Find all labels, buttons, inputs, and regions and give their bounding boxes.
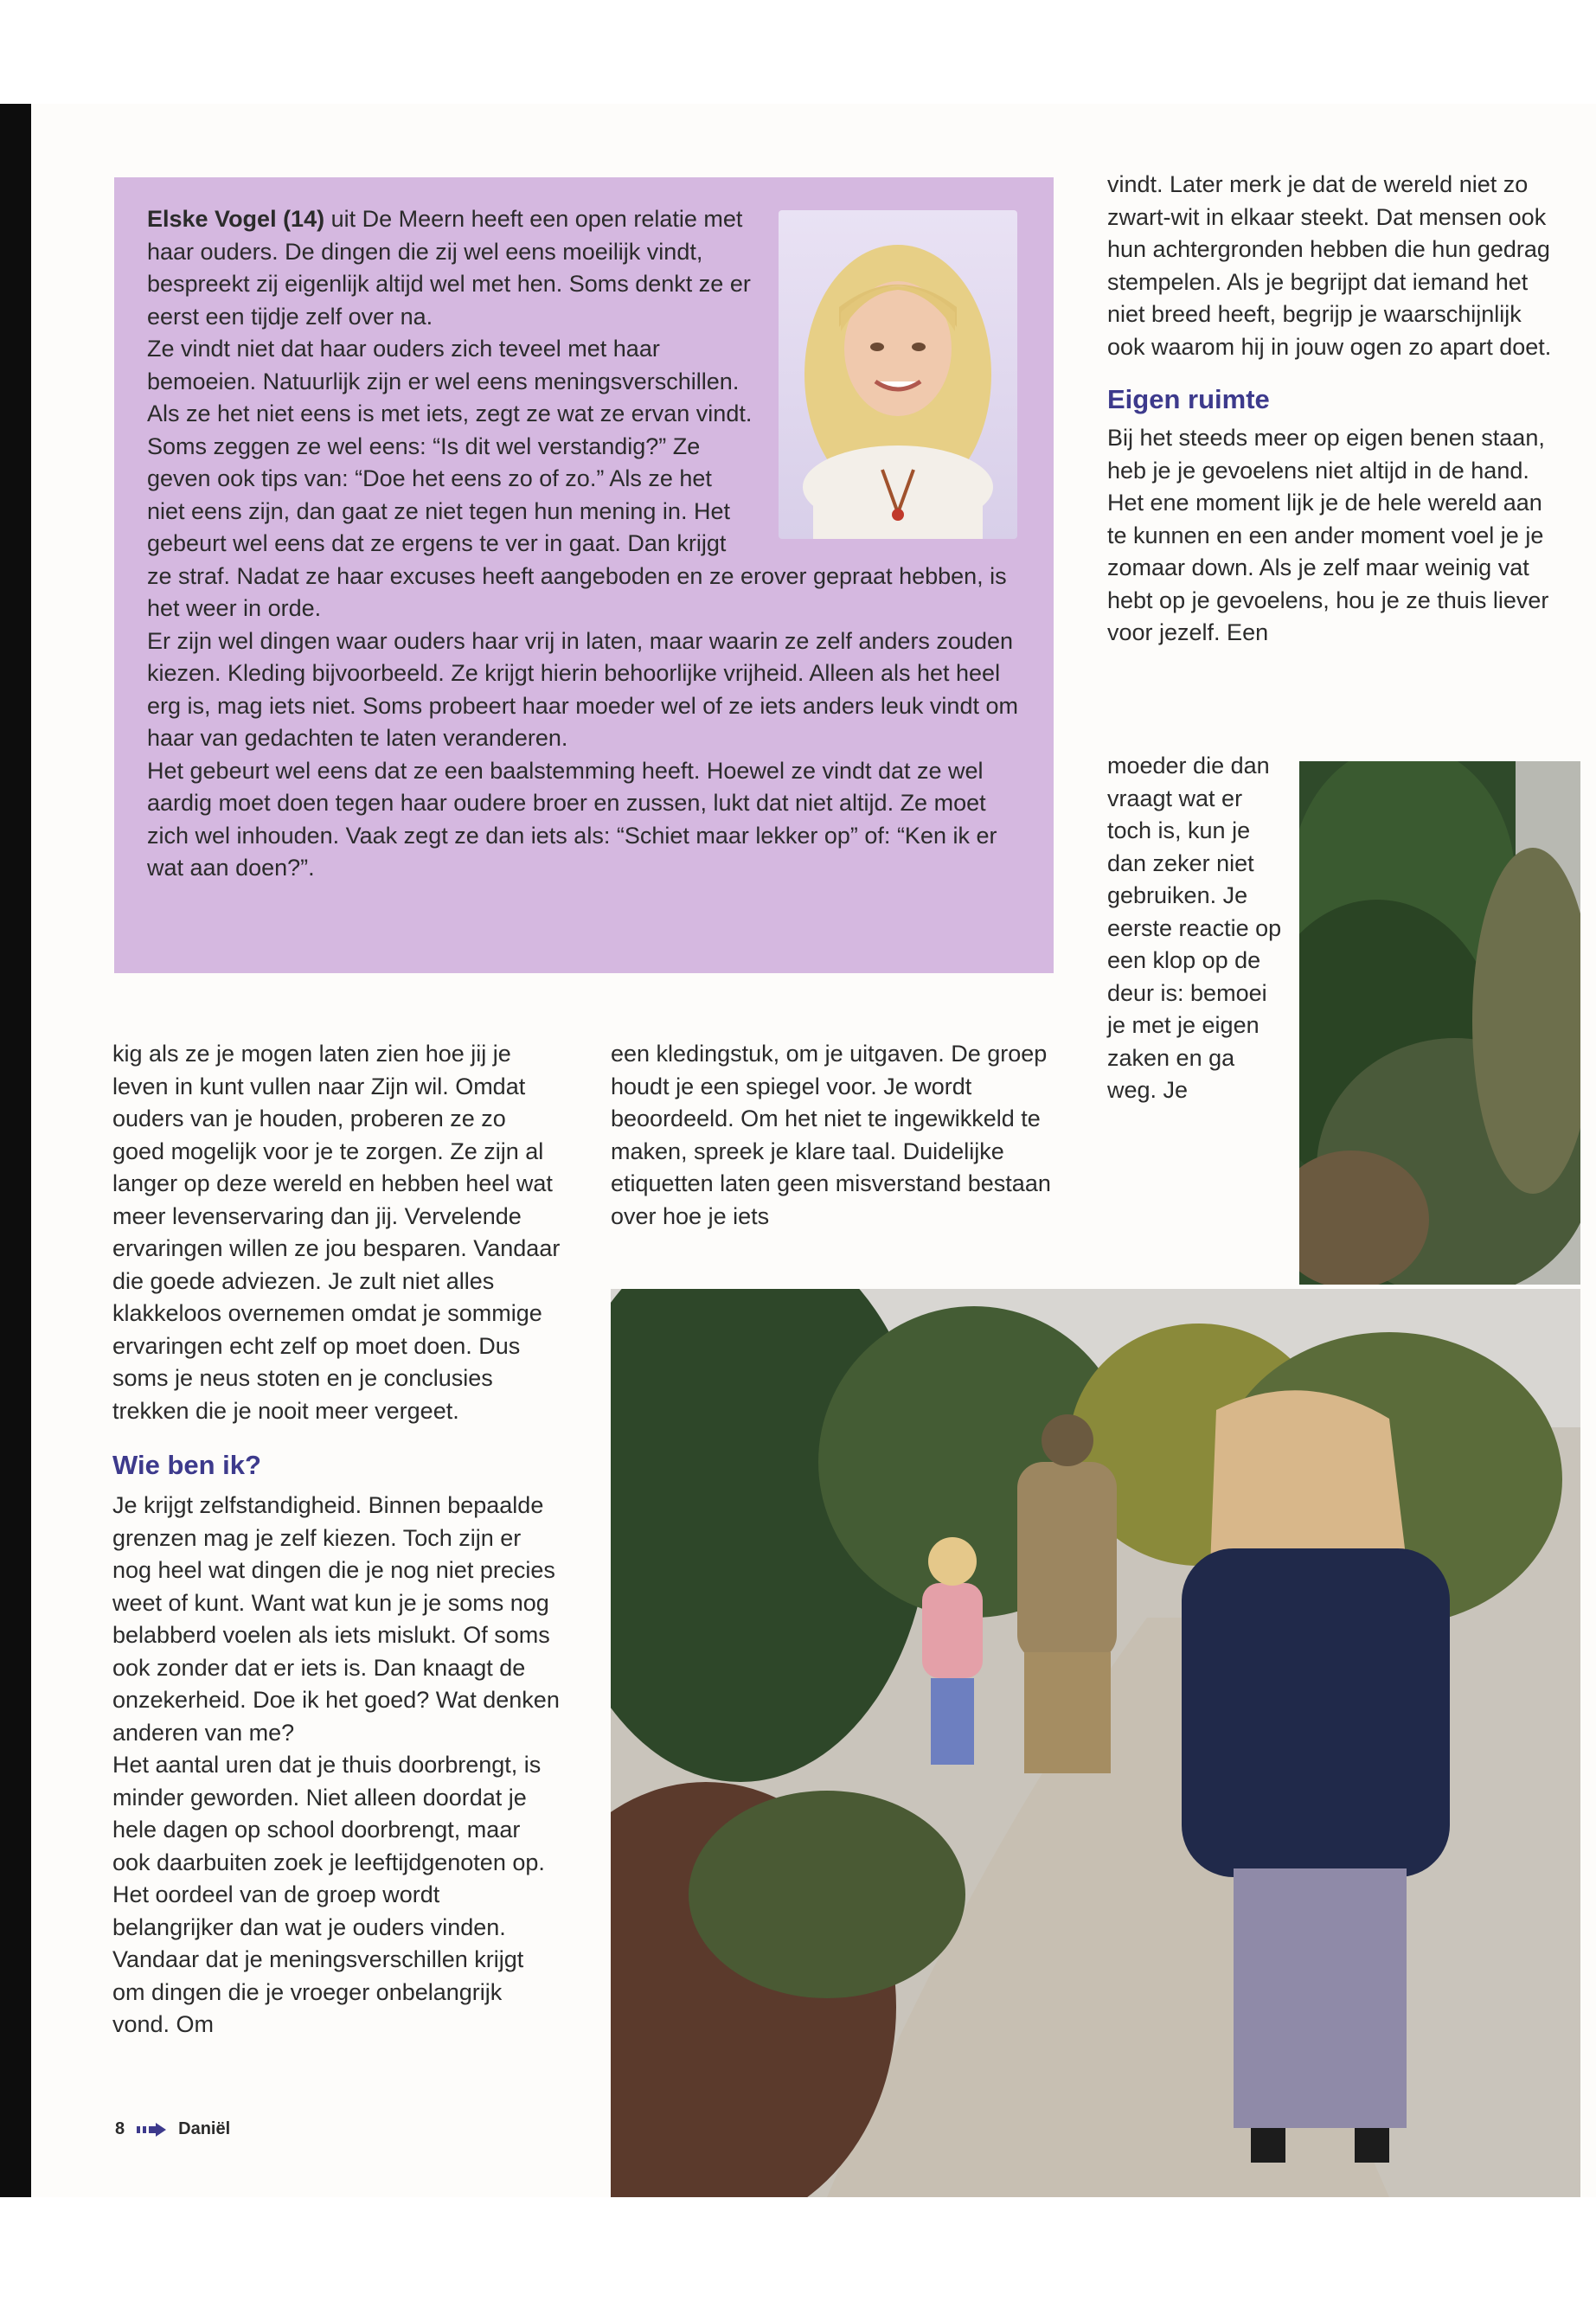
heading-wie-ben-ik: Wie ben ik? — [112, 1450, 261, 1480]
walking-photo — [611, 1289, 1580, 2197]
tree-illustration — [1299, 761, 1580, 1285]
box-paragraph-2: Ze vindt niet dat haar ouders zich teveel met haar bemoeien. Natuurlijk zijn er wel eens meningsverschillen. Als ze het niet eens is met iets, zegt ze wat ze ervan vindt. Soms zeggen ze wel eens: “Is dit wel verstandig?” Ze geven ook tips van: “Doe het eens zo of zo.” Als ze het niet eens zijn, dan gaat ze niet tegen hun mening in. Het gebeurt wel eens dat ze ergens te ver in gaat. Dan krijgt ze straf. Nadat ze haar excuses heeft aangeboden en ze erover gepraat hebben, is het weer in orde. — [147, 336, 1007, 621]
box-paragraph-3: Er zijn wel dingen waar ouders haar vrij in laten, maar waarin ze zelf anders zouden kiezen. Kleding bijvoorbeeld. Ze krijgt hierin behoorlijke vrijheid. Alleen als het heel erg is, mag iets niet. Soms probeert haar moeder wel of ze iets anders leuk vindt om haar van gedachten te laten veranderen. — [147, 627, 1018, 751]
portrait-photo — [779, 210, 1017, 539]
interviewee-name: Elske Vogel (14) — [147, 206, 325, 232]
column-right-paragraph-2: Bij het steeds meer op eigen benen staan, heb je je gevoelens niet altijd in de hand. Het ene moment lijk je de hele wereld aan te kunnen en een ander moment voel je je zomaar down. Als je zelf maar weinig vat hebt op je gevoelens, hou je ze thuis liever voor jezelf. Een — [1107, 425, 1549, 645]
box-intro-text: uit De Meern heeft een open relatie met haar ouders. De dingen die zij wel eens moeilijk vindt, bespreekt zij eigenlijk altijd wel met hen. Soms denkt ze er eerst een tijdje zelf over na. — [147, 206, 751, 330]
column-middle-paragraph-1: een kledingstuk, om je uitgaven. De groep houdt je een spiegel voor. Je wordt beoordeeld. Om het niet te ingewikkeld te maken, spreek je klare taal. Duidelijke etiquetten laten geen misverstand bestaan over hoe je iets — [611, 1041, 1051, 1229]
page-footer — [115, 2119, 230, 2139]
interview-box — [114, 177, 1054, 973]
column-right-narrow — [1107, 750, 1289, 1107]
column-right-paragraph-1: vindt. Later merk je dat de wereld niet zo zwart-wit in elkaar steekt. Dat mensen ook hun achtergronden hebben die hun gedrag stempelen. Als je begrijpt dat iemand het niet breed heeft, begrijp je waarschijnlijk ook waarom hij in jouw ogen zo apart doet. — [1107, 171, 1552, 360]
page-number: 8 — [115, 2119, 125, 2138]
column-left — [112, 1038, 562, 2041]
column-left-paragraph-3: Het aantal uren dat je thuis doorbrengt, is minder geworden. Niet alleen doordat je hele dagen op school doorbrengt, maar ook daarbuiten zoek je leeftijdgenoten op. Het oordeel van de groep wordt belangrijker dan wat je ouders vinden. Vandaar dat je meningsverschillen krijgt om dingen die je vroeger onbelangrijk vond. Om — [112, 1752, 545, 2037]
portrait-illustration — [779, 210, 1017, 539]
arrow-icon — [137, 2123, 166, 2137]
scan-edge-left — [0, 104, 31, 2197]
column-left-paragraph-2: Je krijgt zelfstandigheid. Binnen bepaalde grenzen mag je zelf kiezen. Toch zijn er nog heel wat dingen die je nog niet precies weet of kunt. Want wat kun je je soms nog belabberd voelen als iets mislukt. Of soms ook zonder dat er iets is. Dan knaagt de onzekerheid. Doe ik het goed? Wat denken anderen van me? — [112, 1492, 560, 1746]
column-left-paragraph-1: kig als ze je mogen laten zien hoe jij je leven in kunt vullen naar Zijn wil. Omdat ouders van je houden, proberen ze zo goed mogelijk voor je te zorgen. Ze zijn al langer op deze wereld en hebben heel wat meer levenservaring dan jij. Vervelende ervaringen willen ze jou besparen. Vandaar die goede adviezen. Je zult niet alles klakkeloos overnemen omdat je sommige ervaringen echt zelf op moet doen. Dus soms je neus stoten en je conclusies trekken die je nooit meer vergeet. — [112, 1041, 561, 1424]
column-right — [1107, 169, 1557, 650]
magazine-name: Daniël — [178, 2119, 231, 2138]
walking-illustration — [611, 1289, 1580, 2197]
scan-margin-bottom — [0, 2197, 1596, 2301]
column-middle — [611, 1038, 1061, 1233]
tree-photo — [1299, 761, 1580, 1285]
column-right-paragraph-3: moeder die dan vraagt wat er toch is, kun je dan zeker niet gebruiken. Je eerste reactie op een klop op de deur is: bemoei je met je eigen zaken en ga weg. Je — [1107, 753, 1282, 1103]
box-paragraph-4: Het gebeurt wel eens dat ze een baalstemming heeft. Hoewel ze vindt dat ze wel aardig moet doen tegen haar oudere broer en zussen, lukt dat niet altijd. Ze moet zich wel inhouden. Vaak zegt ze dan iets als: “Schiet maar lekker op” of: “Ken ik er wat aan doen?”. — [147, 757, 997, 881]
heading-eigen-ruimte: Eigen ruimte — [1107, 384, 1270, 414]
